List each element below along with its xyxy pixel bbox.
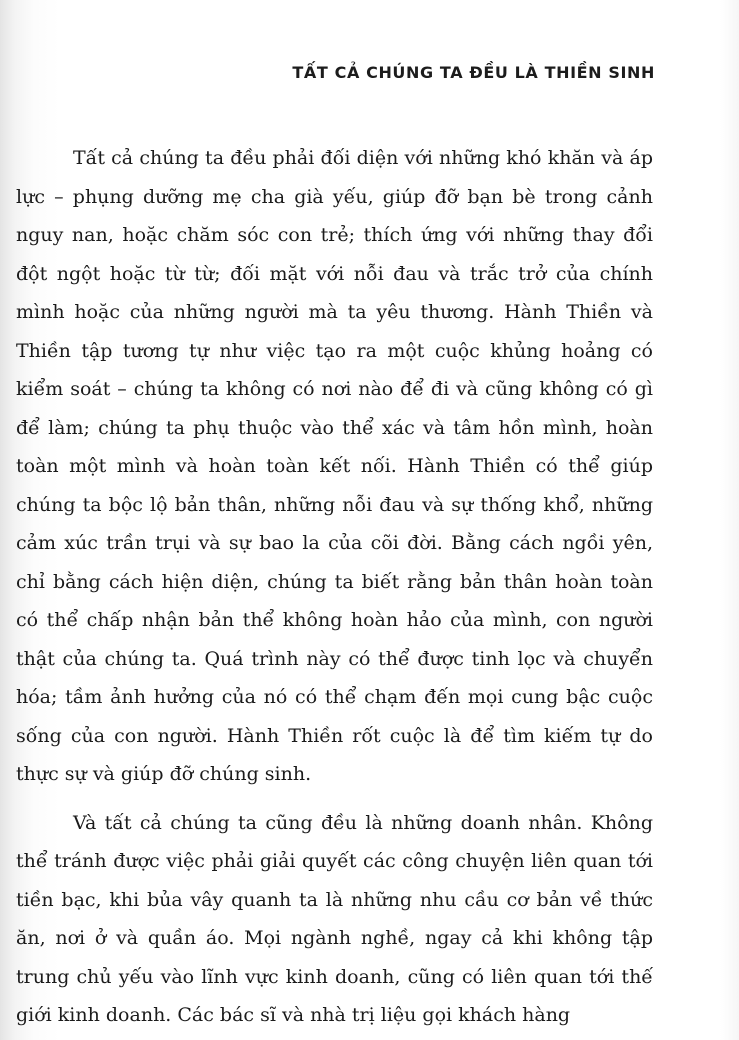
paragraph-2: Và tất cả chúng ta cũng đều là những doanh nhân. Không thể tránh được việc phải giải quyết các công chuyện liên quan tới tiền bạc, khi bủa vây quanh ta là những nhu cầu cơ bản về thức ăn, nơi ở và quần áo. Mọi ngành nghề, ngay cả khi không tập trung chủ yếu vào lĩnh vực kinh doanh, cũng có liên quan tới thế giới kinh doanh. Các bác sĩ và nhà trị liệu gọi khách hàng xyxy=(16,811,653,1026)
running-header: TẤT CẢ CHÚNG TA ĐỀU LÀ THIỀN SINH xyxy=(292,63,655,82)
paragraph-1: Tất cả chúng ta đều phải đối diện với những khó khăn và áp lực – phụng dưỡng mẹ cha già yếu, giúp đỡ bạn bè trong cảnh nguy nan, hoặc chăm sóc con trẻ; thích ứng với những thay đổi đột ngột hoặc từ từ; đối mặt với nỗi đau và trắc trở của chính mình hoặc của những người mà ta yêu thương. Hành Thiền và Thiền tập tương tự như việc tạo ra một cuộc khủng hoảng có kiểm soát – chúng ta không có nơi nào để đi và cũng không có gì để làm; chúng ta phụ thuộc vào thể xác và tâm hồn mình, hoàn toàn một mình và hoàn toàn kết nối. Hành Thiền có thể giúp chúng ta bộc lộ bản thân, những nỗi đau và sự thống khổ, những cảm xúc trần trụi và sự bao la của cõi đời. Bằng cách ngồi yên, chỉ bằng cách hiện diện, chúng ta biết rằng bản thân hoàn toàn có thể chấp nhận bản thể không hoàn hảo của mình, con người thật của chúng ta. Quá trình này có thể được tinh lọc và chuyển hóa; tầm ảnh hưởng của nó có thể chạm đến mọi cung bậc cuộc sống của con người. Hành Thiền rốt cuộc là để tìm kiếm tự do thực sự và giúp đỡ chúng sinh. xyxy=(16,147,653,785)
body-text xyxy=(16,139,653,1035)
